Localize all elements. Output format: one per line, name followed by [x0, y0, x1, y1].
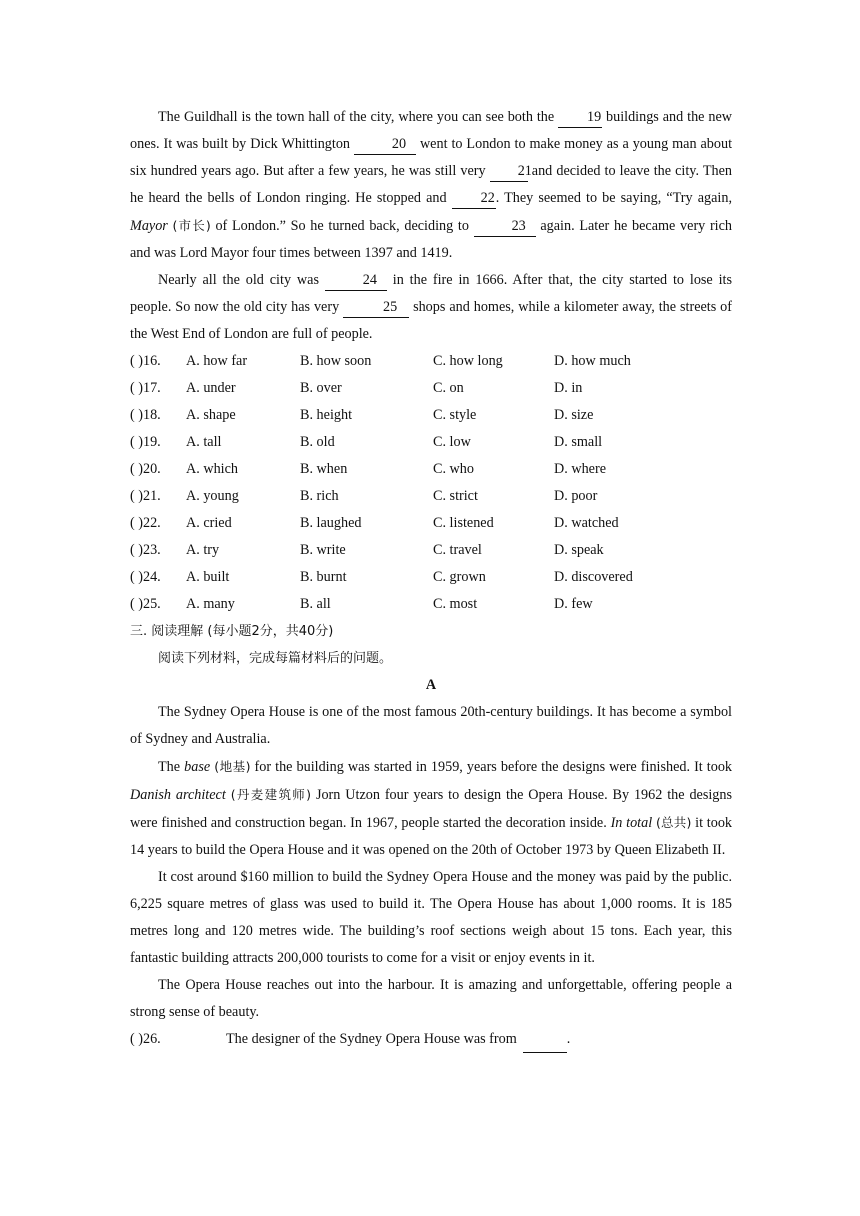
chinese-gloss: (总共) [655, 815, 692, 830]
option-c: C. low [433, 434, 471, 450]
text: The [158, 759, 181, 775]
blank-24: 24 [325, 270, 387, 291]
answer-paren: ( )20. [130, 461, 161, 477]
text: Nearly all the old city was [158, 272, 319, 288]
passage-b-paragraph-2 [130, 267, 732, 348]
blank-22: 22 [452, 188, 496, 209]
text: in the fire in 1666. After that, the city started to lose its people. So now the old city has very [130, 272, 733, 315]
option-c: C. on [433, 380, 464, 396]
option-d: D. watched [554, 515, 619, 531]
text: it took 14 years to build the Opera House and it was opened on the 20th of October 1973 by Queen Elizabeth II. [130, 815, 733, 858]
text: shops and homes, while a kilometer away, the streets of the West End of London are full of people. [130, 299, 733, 342]
blank-20: 20 [354, 134, 416, 155]
option-d: D. speak [554, 542, 604, 558]
blank-23: 23 [474, 216, 536, 237]
passage-a-paragraph-3: It cost around $160 million to build the Sydney Opera House and the money was paid by the public. 6,225 square metres of glass was used to build it. The Opera House has about 1,000 rooms. It is 185 metres long and 120 metres wide. The building’s roof sections weigh about 15 tons. Each year, this fantastic building attracts 200,000 tourists to come for a visit or enjoy events in it. [130, 869, 732, 966]
option-a: A. shape [186, 407, 236, 423]
option-a: A. young [186, 488, 239, 504]
chinese-gloss: (市长) [172, 218, 211, 233]
option-b: B. over [300, 380, 342, 396]
option-a: A. many [186, 596, 235, 612]
text: The Guildhall is the town hall of the city, where you can see both the [158, 109, 555, 125]
text: . They seemed to be saying, “Try again, [495, 190, 732, 206]
chinese-gloss: (丹麦建筑师) [230, 787, 312, 802]
option-row-18 [130, 402, 732, 429]
spacer [186, 1026, 226, 1053]
answer-paren: ( )24. [130, 569, 161, 585]
option-b: B. rich [300, 488, 339, 504]
text: of London.” So he turned back, deciding to [215, 218, 469, 234]
option-row-21 [130, 483, 732, 510]
option-c: C. strict [433, 488, 478, 504]
option-row-20 [130, 456, 732, 483]
option-d: D. where [554, 461, 606, 477]
option-c: C. listened [433, 515, 494, 531]
option-a: A. how far [186, 353, 248, 369]
option-row-22 [130, 510, 732, 537]
option-b: B. height [300, 407, 353, 423]
section-heading: 三. 阅读理解 (每小题2分，共40分) [130, 624, 334, 639]
option-d: D. how much [554, 353, 631, 369]
blank-25: 25 [343, 297, 409, 318]
text: Jorn Utzon four years to design the Opera House. By 1962 the designs were finished and construction began. In 1967, people started the decoration inside. [130, 787, 733, 831]
italic-word: Mayor [130, 218, 168, 234]
option-b: B. when [300, 461, 348, 477]
answer-paren: ( )23. [130, 542, 161, 558]
passage-a-paragraph-2 [130, 753, 732, 864]
text: buildings and the new ones. It was built by Dick Whittington [130, 109, 733, 152]
option-c: C. grown [433, 569, 486, 585]
option-b: B. laughed [300, 515, 362, 531]
option-d: D. in [554, 380, 583, 396]
answer-paren: ( )18. [130, 407, 161, 423]
text: for the building was started in 1959, years before the designs were finished. It took [254, 759, 733, 775]
option-a: A. under [186, 380, 236, 396]
blank-19: 19 [558, 107, 602, 128]
italic-word: Danish architect [130, 787, 226, 803]
answer-paren: ( )21. [130, 488, 161, 504]
option-row-19 [130, 429, 732, 456]
italic-word: base [184, 759, 211, 775]
answer-paren: ( )16. [130, 353, 161, 369]
option-d: D. small [554, 434, 603, 450]
option-row-24 [130, 564, 732, 591]
option-c: C. how long [433, 353, 503, 369]
option-b: B. how soon [300, 353, 372, 369]
options-list [130, 348, 732, 618]
option-d: D. poor [554, 488, 598, 504]
option-row-23 [130, 537, 732, 564]
option-row-25 [130, 591, 732, 618]
option-b: B. all [300, 596, 331, 612]
option-b: B. burnt [300, 569, 347, 585]
chinese-gloss: (地基) [214, 759, 251, 774]
answer-paren: ( )26. [130, 1031, 161, 1047]
italic-word: In total [610, 815, 653, 831]
option-d: D. few [554, 596, 593, 612]
section-instruction: 阅读下列材料，完成每篇材料后的问题。 [158, 651, 393, 666]
answer-blank [523, 1026, 567, 1053]
answer-paren: ( )19. [130, 434, 161, 450]
passage-a-paragraph-1: The Sydney Opera House is one of the most famous 20th-century buildings. It has become a symbol of Sydney and Australia. [130, 704, 732, 747]
option-a: A. tall [186, 434, 222, 450]
question-text: The designer of the Sydney Opera House was from [226, 1031, 517, 1047]
question-26 [130, 1026, 732, 1053]
option-c: C. style [433, 407, 477, 423]
blank-21: 21 [490, 161, 528, 182]
text: . [566, 1031, 571, 1047]
option-a: A. cried [186, 515, 232, 531]
text: again. Later he became very rich and was Lord Mayor four times between 1397 and 1419. [130, 218, 733, 261]
passage-letter: A [425, 677, 437, 693]
option-a: A. which [186, 461, 239, 477]
text: went to London to make money as a young man about six hundred years ago. But after a few years, he was still very [130, 136, 733, 179]
answer-paren: ( )17. [130, 380, 161, 396]
option-d: D. size [554, 407, 594, 423]
option-d: D. discovered [554, 569, 633, 585]
option-c: C. who [433, 461, 474, 477]
text: and decided to leave the city. Then he heard the bells of London ringing. He stopped and [130, 163, 733, 206]
option-c: C. most [433, 596, 478, 612]
option-a: A. built [186, 569, 230, 585]
option-b: B. old [300, 434, 335, 450]
option-row-16 [130, 348, 732, 375]
option-b: B. write [300, 542, 346, 558]
answer-paren: ( )25. [130, 596, 161, 612]
option-row-17 [130, 375, 732, 402]
exam-page [130, 104, 732, 1053]
passage-b-paragraph-1 [130, 104, 732, 267]
option-a: A. try [186, 542, 220, 558]
option-c: C. travel [433, 542, 482, 558]
passage-a-paragraph-4: The Opera House reaches out into the harbour. It is amazing and unforgettable, offering people a strong sense of beauty. [130, 977, 732, 1020]
answer-paren: ( )22. [130, 515, 161, 531]
